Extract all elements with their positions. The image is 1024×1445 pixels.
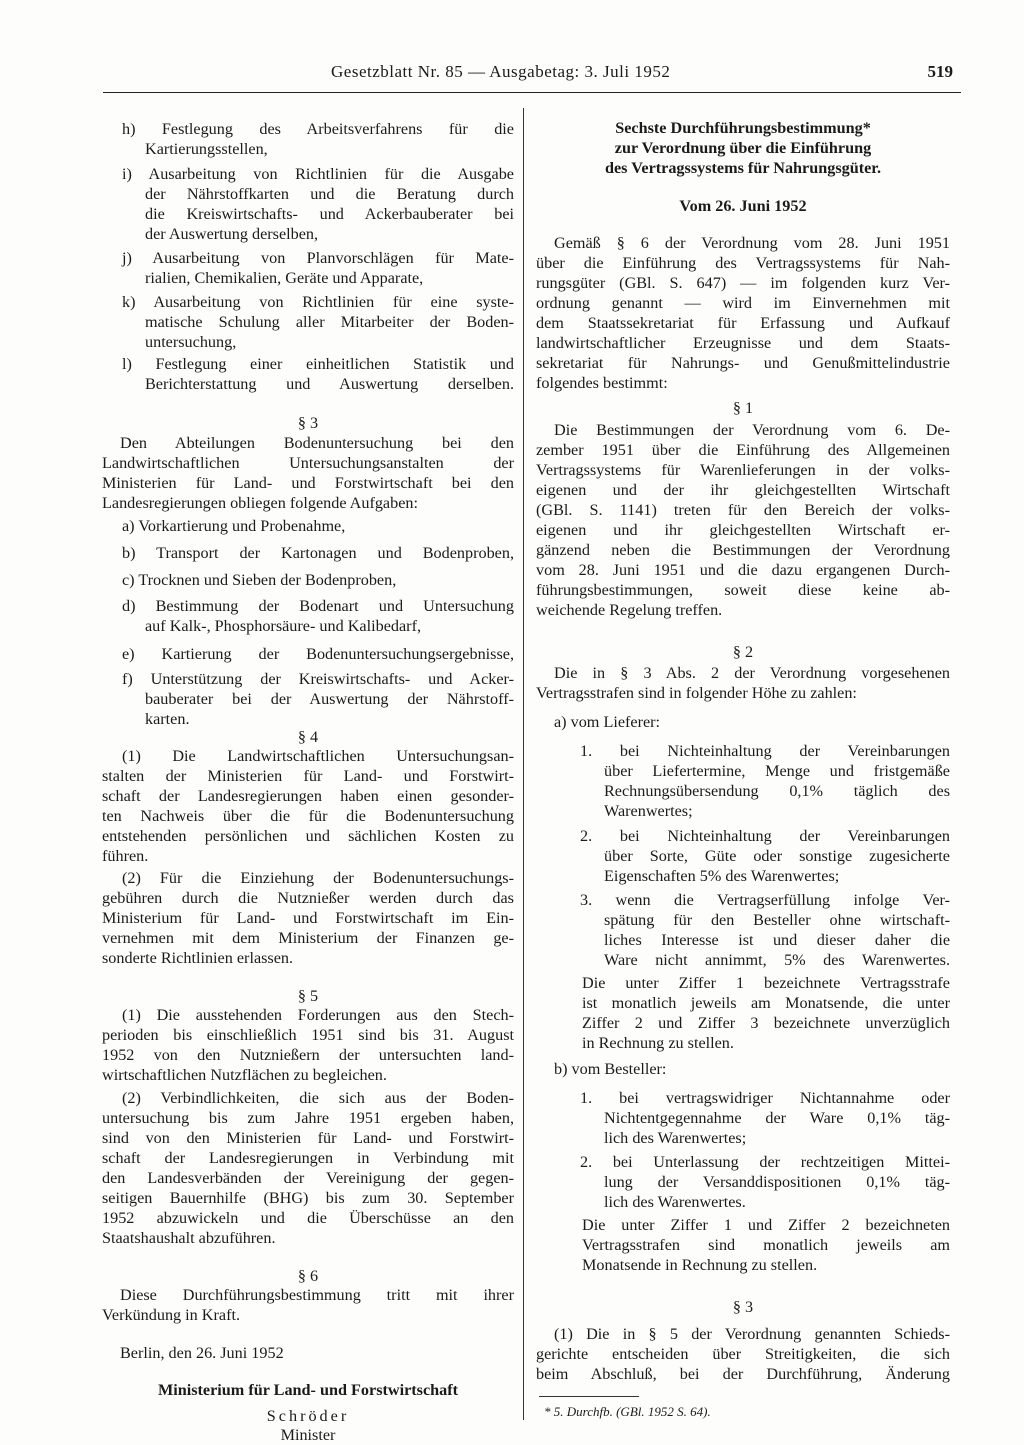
left-column-text-line: Kartierungsstellen, <box>145 140 268 158</box>
left-column-text-line: schaft der Landesregierungen haben einen gesonder- <box>102 787 514 805</box>
right-column-text-line: lung der Versanddispositionen 0,1% täg- <box>604 1173 950 1191</box>
right-column-text-line: ist monatlich jeweils am Monatsende, die unter <box>582 994 950 1012</box>
left-column-text-line: auf Kalk-, Phosphorsäure- und Kalibedarf, <box>145 617 422 635</box>
left-column-text-line: ten Nachweis über die für die Bodenuntersuchung <box>102 807 514 825</box>
right-column-text-line: Eigenschaften 5% des Warenwertes; <box>604 867 840 885</box>
right-column-text-line: landwirtschaftlicher Erzeugnisse und dem Staats- <box>536 334 950 352</box>
left-column-text-line: perioden bis einschließlich 1951 sind bis 31. August <box>102 1026 514 1044</box>
right-column-text-line: (GBl. S. 1141) treten für den Bereich der volks- <box>536 501 950 519</box>
right-column-text-line: beim Abschluß, bei der Durchführung, Änderung <box>536 1365 950 1383</box>
left-column-text-line: Ministerien für Land- und Forstwirtschaft bei den <box>102 474 514 492</box>
right-column-text-line: § 1 <box>732 399 754 417</box>
right-column-text-line: Ziffer 2 und Ziffer 3 bezeichnete unverzüglich <box>582 1014 950 1032</box>
right-column-text-line: Nichtentgegennahme der Ware 0,1% täg- <box>604 1109 950 1127</box>
right-column-text-line: Sechste Durchführungsbestimmung* <box>615 119 871 137</box>
column-divider <box>523 108 524 1420</box>
right-column-text-line: vom 28. Juni 1951 und die dazu ergangenen Durch- <box>536 561 950 579</box>
left-column-text-line: der Nährstoffkarten und die Beratung durch <box>145 185 514 203</box>
left-column-text-line: Landesregierungen obliegen folgende Aufgaben: <box>102 494 418 512</box>
right-column-text-line: eigenen und ihr gleichgestellten Wirtschaft er- <box>536 521 950 539</box>
right-column-text-line: (1) Die in § 5 der Verordnung genannten Schieds- <box>554 1325 950 1343</box>
right-column-text-line: weichende Regelung treffen. <box>536 601 723 619</box>
right-column-text-line: über die Einführung des Vertragssystems für Nah- <box>536 254 950 272</box>
right-column-text-line: zur Verordnung über die Einführung <box>614 139 872 157</box>
left-column-text-line: Berichterstattung und Auswertung derselben. <box>145 375 514 393</box>
right-column-text-line: Die unter Ziffer 1 und Ziffer 2 bezeichneten <box>582 1216 950 1234</box>
left-column-text-line: Minister <box>280 1426 336 1444</box>
right-column-text-line: gerichte entscheiden über Streitigkeiten, die sich <box>536 1345 950 1363</box>
left-column-text-line: sind von den Ministerien für Land- und Forstwirt- <box>102 1129 514 1147</box>
left-column-text-line: Landwirtschaftlichen Untersuchungsanstalten der <box>102 454 514 472</box>
left-column-text-line: f) Unterstützung der Kreiswirtschafts- und Acker- <box>122 670 514 688</box>
left-column-text-line: 1952 von den Nutznießern der untersuchten land- <box>102 1046 514 1064</box>
left-column-text-line: i) Ausarbeitung von Richtlinien für die Ausgabe <box>122 165 514 183</box>
right-column-text-line: eigenen und der ihr gleichgestellten Wirtschaft <box>536 481 950 499</box>
right-column-text-line: in Rechnung zu stellen. <box>582 1034 734 1052</box>
left-column-text-line: wirtschaftlichen Nutzflächen zu begleichen. <box>102 1066 387 1084</box>
left-column-text-line: führen. <box>102 847 149 865</box>
right-column-text-line: Vom 26. Juni 1952 <box>679 197 807 215</box>
gazette-title: Gesetzblatt Nr. 85 — Ausgabetag: 3. Juli 1952 <box>331 62 671 81</box>
right-column-text-line: 3. wenn die Vertragserfüllung infolge Ver- <box>580 891 950 909</box>
left-column-text-line: der Auswertung derselben, <box>145 225 319 243</box>
right-column-text-line: lich des Warenwertes. <box>604 1193 746 1211</box>
left-column-text-line: j) Ausarbeitung von Planvorschlägen für Mate- <box>122 249 514 267</box>
left-column-text-line: entstehenden persönlichen und sächlichen Kosten zu <box>102 827 514 845</box>
right-column-text-line: gänzend neben die Bestimmungen der Verordnung <box>536 541 950 559</box>
right-column-text-line: über Liefertermine, Menge und fristgemäße <box>604 762 950 780</box>
left-column-text-line: untersuchung bis zum Jahre 1951 ergeben haben, <box>102 1109 514 1127</box>
left-column-text-line: Ministerium für Land- und Forstwirtschaft im Ein- <box>102 909 514 927</box>
left-column-text-line: vernehmen mit dem Ministerium der Finanzen ge- <box>102 929 514 947</box>
right-column-text-line: sekretariat für Nahrungs- und Genußmittelindustrie <box>536 354 950 372</box>
left-column-text-line: a) Vorkartierung und Probenahme, <box>122 517 346 535</box>
right-column-text-line: lich des Warenwertes; <box>604 1129 747 1147</box>
right-column-text-line: Vertragssystems für Warenlieferungen in der volks- <box>536 461 950 479</box>
right-column-text-line: Warenwertes; <box>604 802 693 820</box>
left-column-text-line: k) Ausarbeitung von Richtlinien für eine syste- <box>122 293 514 311</box>
left-column-text-line: Diese Durchführungsbestimmung tritt mit ihrer <box>120 1286 514 1304</box>
left-column-text-line: (2) Für die Einziehung der Bodenuntersuchungs- <box>122 869 514 887</box>
right-column-text-line: Die Bestimmungen der Verordnung vom 6. De- <box>554 421 950 439</box>
right-column-text-line: dem Staatssekretariat für Erfassung und Aufkauf <box>536 314 950 332</box>
left-column-text-line: die Kreiswirtschafts- und Ackerbauberater bei <box>145 205 514 223</box>
left-column-text-line: karten. <box>145 710 190 728</box>
page-header <box>103 58 961 93</box>
left-column-text-line: rialien, Chemikalien, Geräte und Apparate, <box>145 269 424 287</box>
left-column-text-line: (1) Die Landwirtschaftlichen Untersuchungsan- <box>122 747 514 765</box>
right-column-text-line: 2. bei Nichteinhaltung der Vereinbarungen <box>580 827 950 845</box>
right-column-text-line: a) vom Lieferer: <box>554 713 661 731</box>
right-column-text-line: 1. bei vertragswidriger Nichtannahme oder <box>580 1089 950 1107</box>
right-column-text-line: liches Interesse ist und dieser daher die <box>604 931 950 949</box>
right-column-text-line: Vertragsstrafen sind monatlich jeweils am <box>582 1236 950 1254</box>
right-column-text-line: Vertragsstrafen sind in folgender Höhe zu zahlen: <box>536 684 857 702</box>
left-column-text-line: gebühren durch die Nutznießer werden durch das <box>102 889 514 907</box>
left-column-text-line: sonderte Richtlinien erlassen. <box>102 949 294 967</box>
left-column-text-line: d) Bestimmung der Bodenart und Untersuchung <box>122 597 514 615</box>
left-column-text-line: c) Trocknen und Sieben der Bodenproben, <box>122 571 397 589</box>
right-column-text-line: Die in § 3 Abs. 2 der Verordnung vorgesehenen <box>554 664 950 682</box>
left-column-text-line: Ministerium für Land- und Forstwirtschaft <box>157 1381 459 1399</box>
right-column-text-line: folgendes bestimmt: <box>536 374 668 392</box>
page-number: 519 <box>927 62 953 81</box>
left-column-text-line: § 3 <box>297 414 319 432</box>
left-column-text-line: b) Transport der Kartonagen und Bodenproben, <box>122 544 514 562</box>
right-column-text-line: spätung für den Besteller ohne wirtschaft- <box>604 911 950 929</box>
footnote-rule <box>539 1396 639 1397</box>
right-column-text-line: Gemäß § 6 der Verordnung vom 28. Juni 1951 <box>554 234 950 252</box>
left-column-text-line: bauberater bei der Auswertung der Nährstoff- <box>145 690 514 708</box>
left-column-text-line: l) Festlegung einer einheitlichen Statistik und <box>122 355 514 373</box>
left-column-text-line: Staatshaushalt abzuführen. <box>102 1229 276 1247</box>
right-column-text-line: rungsgüter (GBl. S. 647) — im folgenden kurz Ver- <box>536 274 950 292</box>
right-column-text-line: Rechnungsübersendung 0,1% täglich des <box>604 782 950 800</box>
right-column-text-line: des Vertragssystems für Nahrungsgüter. <box>604 159 882 177</box>
right-column-text-line: § 2 <box>732 643 754 661</box>
left-column-text-line: § 6 <box>297 1267 319 1285</box>
left-column-text-line: h) Festlegung des Arbeitsverfahrens für die <box>122 120 514 138</box>
right-column-text-line: Die unter Ziffer 1 bezeichnete Vertragsstrafe <box>582 974 950 992</box>
right-column-text-line: b) vom Besteller: <box>554 1060 667 1078</box>
left-column-text-line: untersuchung, <box>145 333 237 351</box>
right-column-text-line: * 5. Durchfb. (GBl. 1952 S. 64). <box>544 1404 711 1419</box>
left-column-text-line: Berlin, den 26. Juni 1952 <box>120 1344 284 1362</box>
left-column-text-line: 1952 abzuwickeln und die Überschüsse an den <box>102 1209 514 1227</box>
right-column-text-line: Ware nicht annimmt, 5% des Warenwertes. <box>604 951 950 969</box>
left-column-text-line: stalten der Ministerien für Land- und Forstwirt- <box>102 767 514 785</box>
right-column-text-line: 1. bei Nichteinhaltung der Vereinbarungen <box>580 742 950 760</box>
left-column-text-line: matische Schulung aller Mitarbeiter der Boden- <box>145 313 514 331</box>
left-column-text-line: Verkündung in Kraft. <box>102 1306 241 1324</box>
left-column-text-line: seitigen Bauernhilfe (BHG) bis zum 30. September <box>102 1189 514 1207</box>
right-column-text-line: 2. bei Unterlassung der rechtzeitigen Mittei- <box>580 1153 950 1171</box>
left-column-text-line: § 4 <box>297 728 319 746</box>
left-column-text-line: § 5 <box>297 987 319 1005</box>
right-column-text-line: führungsbestimmungen, soweit diese keine ab- <box>536 581 950 599</box>
left-column-text-line: (2) Verbindlichkeiten, die sich aus der Boden- <box>122 1089 514 1107</box>
left-column-text-line: (1) Die ausstehenden Forderungen aus den Stech- <box>122 1006 514 1024</box>
left-column-text-line: e) Kartierung der Bodenuntersuchungsergebnisse, <box>122 645 514 663</box>
left-column-text-line: Den Abteilungen Bodenuntersuchung bei den <box>120 434 514 452</box>
right-column-text-line: § 3 <box>732 1298 754 1316</box>
left-column-text-line: schaft der Landesregierungen in Verbindung mit <box>102 1149 514 1167</box>
right-column-text-line: Monatsende in Rechnung zu stellen. <box>582 1256 818 1274</box>
left-column-text-line: den Landesverbänden der Vereinigung der gegen- <box>102 1169 514 1187</box>
right-column-text-line: ordnung genannt — wird im Einvernehmen mit <box>536 294 950 312</box>
left-column-text-line: Schröder <box>266 1407 350 1425</box>
right-column-text-line: über Sorte, Güte oder sonstige zugesicherte <box>604 847 950 865</box>
right-column-text-line: zember 1951 über die Einführung des Allgemeinen <box>536 441 950 459</box>
